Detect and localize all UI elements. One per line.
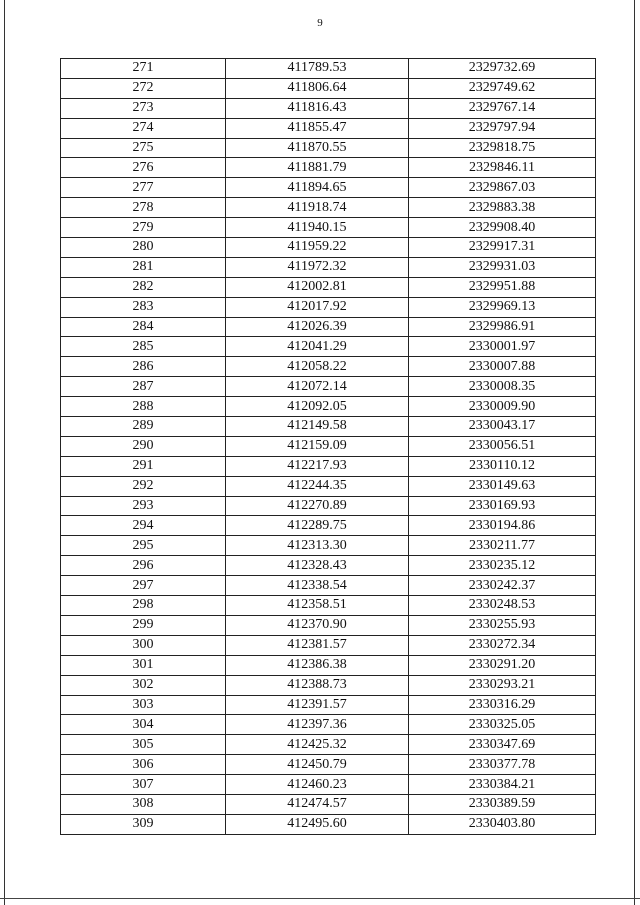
table-row — [61, 576, 596, 596]
point-number-cell: 297 — [61, 576, 226, 596]
x-coordinate-cell: 412460.23 — [226, 775, 409, 795]
table-row — [61, 695, 596, 715]
table-row — [61, 218, 596, 238]
x-coordinate-cell: 412217.93 — [226, 456, 409, 476]
table-row — [61, 238, 596, 258]
point-number-cell: 275 — [61, 138, 226, 158]
x-coordinate-cell: 412370.90 — [226, 615, 409, 635]
point-number-cell: 287 — [61, 377, 226, 397]
point-number-cell: 308 — [61, 794, 226, 814]
y-coordinate-cell: 2329908.40 — [409, 218, 596, 238]
point-number-cell: 299 — [61, 615, 226, 635]
x-coordinate-cell: 412388.73 — [226, 675, 409, 695]
x-coordinate-cell: 411789.53 — [226, 59, 409, 79]
table-row — [61, 138, 596, 158]
x-coordinate-cell: 412270.89 — [226, 496, 409, 516]
y-coordinate-cell: 2330403.80 — [409, 814, 596, 834]
x-coordinate-cell: 412244.35 — [226, 476, 409, 496]
point-number-cell: 292 — [61, 476, 226, 496]
table-row — [61, 198, 596, 218]
y-coordinate-cell: 2329951.88 — [409, 277, 596, 297]
point-number-cell: 278 — [61, 198, 226, 218]
x-coordinate-cell: 412495.60 — [226, 814, 409, 834]
table-row — [61, 397, 596, 417]
y-coordinate-cell: 2330316.29 — [409, 695, 596, 715]
point-number-cell: 301 — [61, 655, 226, 675]
x-coordinate-cell: 412425.32 — [226, 735, 409, 755]
y-coordinate-cell: 2330009.90 — [409, 397, 596, 417]
y-coordinate-cell: 2329986.91 — [409, 317, 596, 337]
point-number-cell: 298 — [61, 596, 226, 616]
table-row — [61, 755, 596, 775]
point-number-cell: 284 — [61, 317, 226, 337]
table-row — [61, 456, 596, 476]
x-coordinate-cell: 412149.58 — [226, 417, 409, 437]
x-coordinate-cell: 412328.43 — [226, 556, 409, 576]
x-coordinate-cell: 411940.15 — [226, 218, 409, 238]
x-coordinate-cell: 412002.81 — [226, 277, 409, 297]
table-row — [61, 436, 596, 456]
table-row — [61, 277, 596, 297]
table-row — [61, 297, 596, 317]
x-coordinate-cell: 411806.64 — [226, 78, 409, 98]
table-row — [61, 78, 596, 98]
y-coordinate-cell: 2329846.11 — [409, 158, 596, 178]
table-row — [61, 178, 596, 198]
point-number-cell: 277 — [61, 178, 226, 198]
x-coordinate-cell: 412159.09 — [226, 436, 409, 456]
y-coordinate-cell: 2330149.63 — [409, 476, 596, 496]
y-coordinate-cell: 2329867.03 — [409, 178, 596, 198]
x-coordinate-cell: 412026.39 — [226, 317, 409, 337]
y-coordinate-cell: 2330384.21 — [409, 775, 596, 795]
y-coordinate-cell: 2330110.12 — [409, 456, 596, 476]
y-coordinate-cell: 2330043.17 — [409, 417, 596, 437]
y-coordinate-cell: 2330169.93 — [409, 496, 596, 516]
y-coordinate-cell: 2329767.14 — [409, 98, 596, 118]
x-coordinate-cell: 412313.30 — [226, 536, 409, 556]
y-coordinate-cell: 2329969.13 — [409, 297, 596, 317]
table-row — [61, 655, 596, 675]
table-row — [61, 496, 596, 516]
page-edge-left — [4, 0, 5, 905]
point-number-cell: 273 — [61, 98, 226, 118]
table-row — [61, 337, 596, 357]
x-coordinate-cell: 412397.36 — [226, 715, 409, 735]
x-coordinate-cell: 412391.57 — [226, 695, 409, 715]
x-coordinate-cell: 411881.79 — [226, 158, 409, 178]
x-coordinate-cell: 412450.79 — [226, 755, 409, 775]
point-number-cell: 271 — [61, 59, 226, 79]
x-coordinate-cell: 412092.05 — [226, 397, 409, 417]
y-coordinate-cell: 2330293.21 — [409, 675, 596, 695]
x-coordinate-cell: 411918.74 — [226, 198, 409, 218]
point-number-cell: 305 — [61, 735, 226, 755]
x-coordinate-cell: 412289.75 — [226, 516, 409, 536]
point-number-cell: 304 — [61, 715, 226, 735]
x-coordinate-cell: 412381.57 — [226, 635, 409, 655]
y-coordinate-cell: 2330242.37 — [409, 576, 596, 596]
point-number-cell: 306 — [61, 755, 226, 775]
table-row — [61, 715, 596, 735]
y-coordinate-cell: 2329797.94 — [409, 118, 596, 138]
table-row — [61, 59, 596, 79]
y-coordinate-cell: 2330347.69 — [409, 735, 596, 755]
x-coordinate-cell: 411855.47 — [226, 118, 409, 138]
table-row — [61, 635, 596, 655]
y-coordinate-cell: 2330272.34 — [409, 635, 596, 655]
point-number-cell: 281 — [61, 257, 226, 277]
page-edge-right — [634, 0, 635, 905]
y-coordinate-cell: 2329818.75 — [409, 138, 596, 158]
point-number-cell: 282 — [61, 277, 226, 297]
y-coordinate-cell: 2330211.77 — [409, 536, 596, 556]
y-coordinate-cell: 2330291.20 — [409, 655, 596, 675]
x-coordinate-cell: 412358.51 — [226, 596, 409, 616]
point-number-cell: 294 — [61, 516, 226, 536]
table-row — [61, 775, 596, 795]
y-coordinate-cell: 2330389.59 — [409, 794, 596, 814]
point-number-cell: 289 — [61, 417, 226, 437]
x-coordinate-cell: 412058.22 — [226, 357, 409, 377]
y-coordinate-cell: 2330235.12 — [409, 556, 596, 576]
point-number-cell: 288 — [61, 397, 226, 417]
point-number-cell: 303 — [61, 695, 226, 715]
table-row — [61, 98, 596, 118]
x-coordinate-cell: 411959.22 — [226, 238, 409, 258]
table-row — [61, 735, 596, 755]
table-row — [61, 675, 596, 695]
table-row — [61, 257, 596, 277]
table-row — [61, 596, 596, 616]
table-row — [61, 536, 596, 556]
point-number-cell: 293 — [61, 496, 226, 516]
point-number-cell: 300 — [61, 635, 226, 655]
point-number-cell: 283 — [61, 297, 226, 317]
point-number-cell: 279 — [61, 218, 226, 238]
x-coordinate-cell: 411816.43 — [226, 98, 409, 118]
point-number-cell: 280 — [61, 238, 226, 258]
x-coordinate-cell: 411972.32 — [226, 257, 409, 277]
point-number-cell: 285 — [61, 337, 226, 357]
point-number-cell: 286 — [61, 357, 226, 377]
y-coordinate-cell: 2329732.69 — [409, 59, 596, 79]
y-coordinate-cell: 2329749.62 — [409, 78, 596, 98]
coordinates-table-body — [61, 59, 596, 835]
table-row — [61, 476, 596, 496]
table-row — [61, 556, 596, 576]
y-coordinate-cell: 2330377.78 — [409, 755, 596, 775]
x-coordinate-cell: 412072.14 — [226, 377, 409, 397]
x-coordinate-cell: 412386.38 — [226, 655, 409, 675]
coordinates-table — [60, 58, 596, 835]
point-number-cell: 307 — [61, 775, 226, 795]
table-row — [61, 377, 596, 397]
table-row — [61, 516, 596, 536]
point-number-cell: 274 — [61, 118, 226, 138]
x-coordinate-cell: 412017.92 — [226, 297, 409, 317]
point-number-cell: 291 — [61, 456, 226, 476]
point-number-cell: 295 — [61, 536, 226, 556]
y-coordinate-cell: 2330007.88 — [409, 357, 596, 377]
y-coordinate-cell: 2329917.31 — [409, 238, 596, 258]
page-bottom-rule — [0, 898, 640, 899]
y-coordinate-cell: 2330255.93 — [409, 615, 596, 635]
point-number-cell: 302 — [61, 675, 226, 695]
y-coordinate-cell: 2329931.03 — [409, 257, 596, 277]
x-coordinate-cell: 411870.55 — [226, 138, 409, 158]
table-row — [61, 118, 596, 138]
y-coordinate-cell: 2330325.05 — [409, 715, 596, 735]
table-row — [61, 615, 596, 635]
table-row — [61, 158, 596, 178]
page-number: 9 — [317, 17, 323, 29]
x-coordinate-cell: 412041.29 — [226, 337, 409, 357]
point-number-cell: 309 — [61, 814, 226, 834]
y-coordinate-cell: 2329883.38 — [409, 198, 596, 218]
table-row — [61, 814, 596, 834]
y-coordinate-cell: 2330194.86 — [409, 516, 596, 536]
y-coordinate-cell: 2330001.97 — [409, 337, 596, 357]
table-row — [61, 417, 596, 437]
x-coordinate-cell: 412338.54 — [226, 576, 409, 596]
x-coordinate-cell: 412474.57 — [226, 794, 409, 814]
table-row — [61, 357, 596, 377]
y-coordinate-cell: 2330056.51 — [409, 436, 596, 456]
y-coordinate-cell: 2330248.53 — [409, 596, 596, 616]
y-coordinate-cell: 2330008.35 — [409, 377, 596, 397]
point-number-cell: 272 — [61, 78, 226, 98]
table-row — [61, 317, 596, 337]
x-coordinate-cell: 411894.65 — [226, 178, 409, 198]
point-number-cell: 276 — [61, 158, 226, 178]
table-row — [61, 794, 596, 814]
point-number-cell: 290 — [61, 436, 226, 456]
point-number-cell: 296 — [61, 556, 226, 576]
